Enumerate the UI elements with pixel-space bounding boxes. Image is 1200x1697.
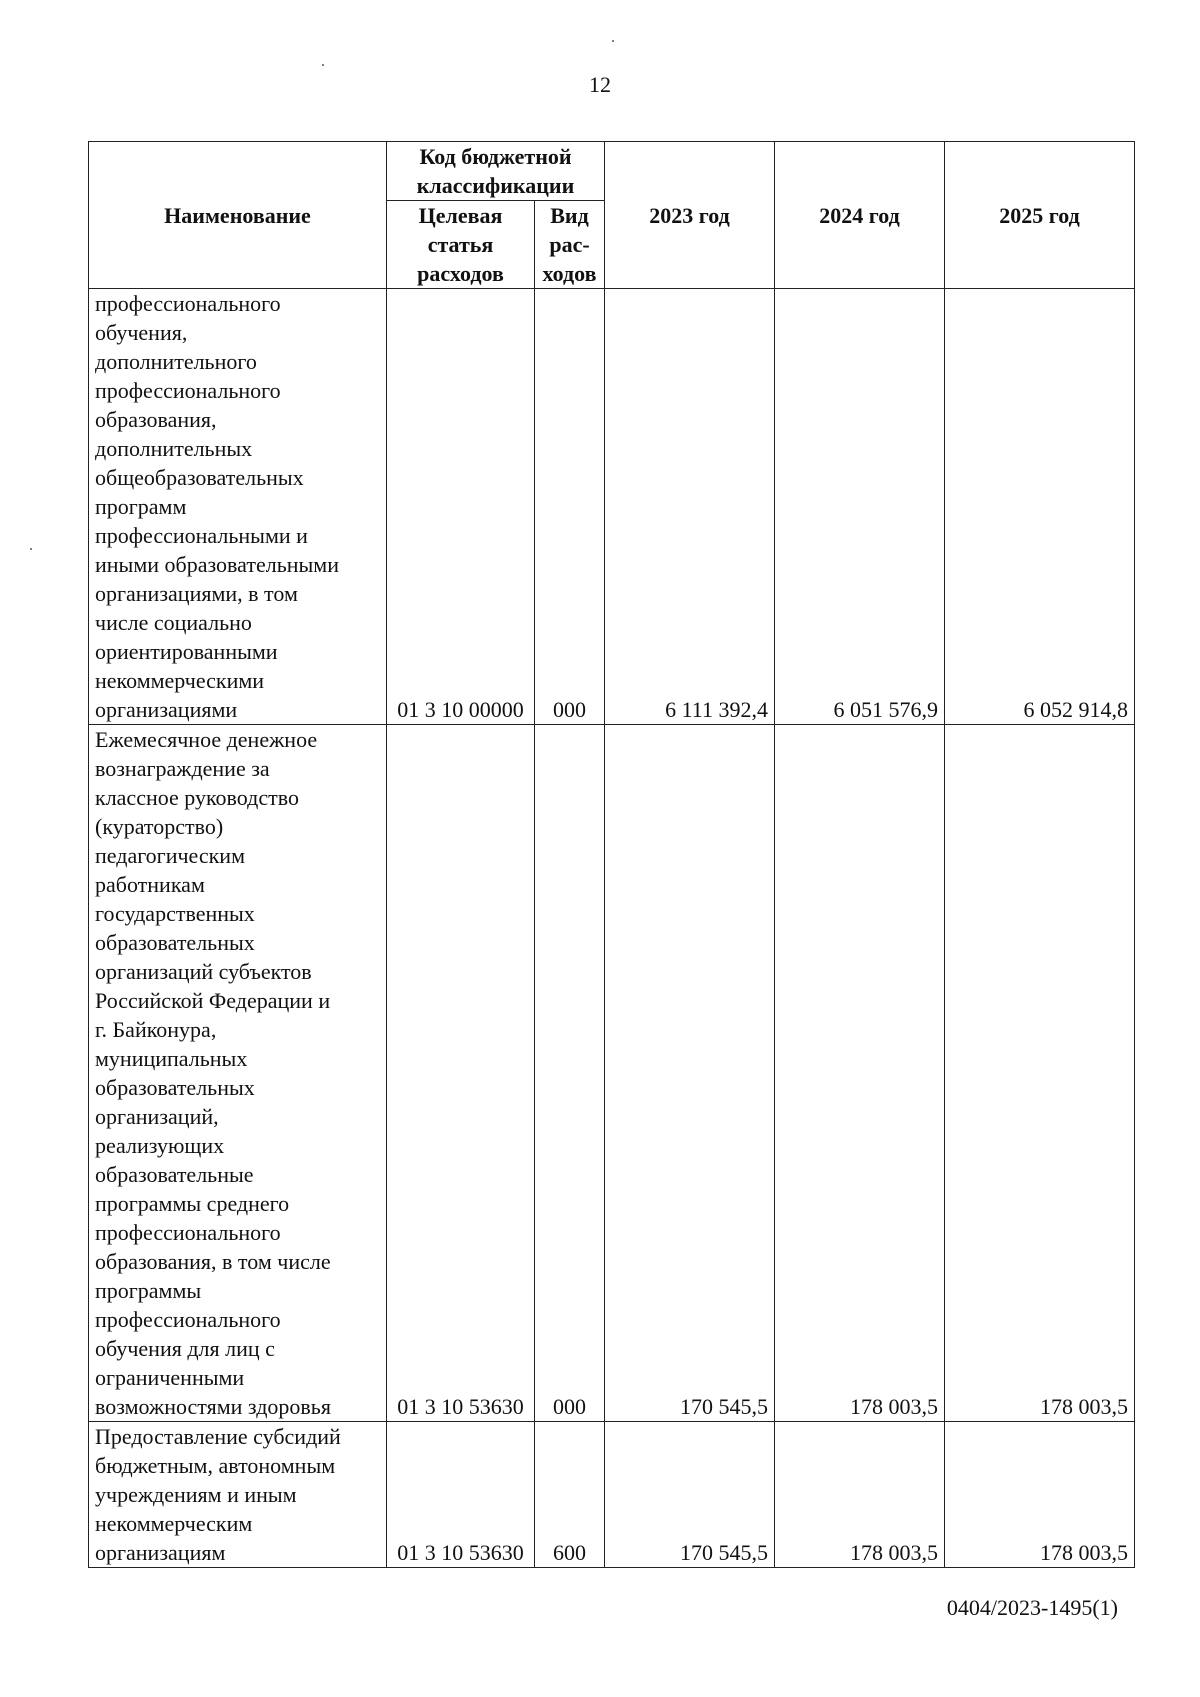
row-target-article: 01 3 10 53630 [387, 1422, 535, 1568]
row-value-2025: 6 052 914,8 [945, 289, 1135, 725]
row-target-article: 01 3 10 53630 [387, 725, 535, 1422]
row-value-2023: 170 545,5 [605, 725, 775, 1422]
row-value-2024: 178 003,5 [775, 1422, 945, 1568]
scan-speck [30, 548, 32, 550]
header-name: Наименование [89, 142, 387, 289]
row-expense-type: 000 [535, 289, 605, 725]
header-target-article: Целевая статья расходов [387, 201, 535, 289]
table-header [89, 142, 1135, 289]
header-code-group: Код бюджетной классификации [387, 142, 605, 201]
row-value-2024: 178 003,5 [775, 725, 945, 1422]
row-expense-type: 000 [535, 725, 605, 1422]
row-target-article: 01 3 10 00000 [387, 289, 535, 725]
row-value-2025: 178 003,5 [945, 725, 1135, 1422]
scan-speck [612, 40, 614, 42]
header-year-2024: 2024 год [775, 142, 945, 289]
budget-table [88, 141, 1135, 1568]
header-year-2025: 2025 год [945, 142, 1135, 289]
row-value-2023: 170 545,5 [605, 1422, 775, 1568]
row-value-2023: 6 111 392,4 [605, 289, 775, 725]
row-value-2025: 178 003,5 [945, 1422, 1135, 1568]
page-number: 12 [589, 72, 611, 97]
row-name: Предоставление субсидий бюджетным, автономным учреждениям и иным некоммерческим организациям [89, 1422, 387, 1568]
row-expense-type: 600 [535, 1422, 605, 1568]
table-row [89, 1422, 1135, 1568]
row-name: профессионального обучения, дополнительного профессионального образования, дополнительных общеобразовательных программ профессиональными и иными образовательными организациями, в том числе социально ориентированными некоммерческими организациями [89, 289, 387, 725]
row-value-2024: 6 051 576,9 [775, 289, 945, 725]
scan-speck [322, 64, 324, 66]
row-name: Ежемесячное денежное вознаграждение за классное руководство (кураторство) педагогическим работникам государственных образовательных организаций субъектов Российской Федерации и г. Байконура, муниципальных образовательных организаций, реализующих образовательные программы среднего профессионального образования, в том числе программы профессионального обучения для лиц с ограниченными возможностями здоровья [89, 725, 387, 1422]
document-id: 0404/2023-1495(1) [946, 1595, 1118, 1620]
header-year-2023: 2023 год [605, 142, 775, 289]
table-row [89, 289, 1135, 725]
table-row [89, 725, 1135, 1422]
header-expense-type: Вид рас- ходов [535, 201, 605, 289]
